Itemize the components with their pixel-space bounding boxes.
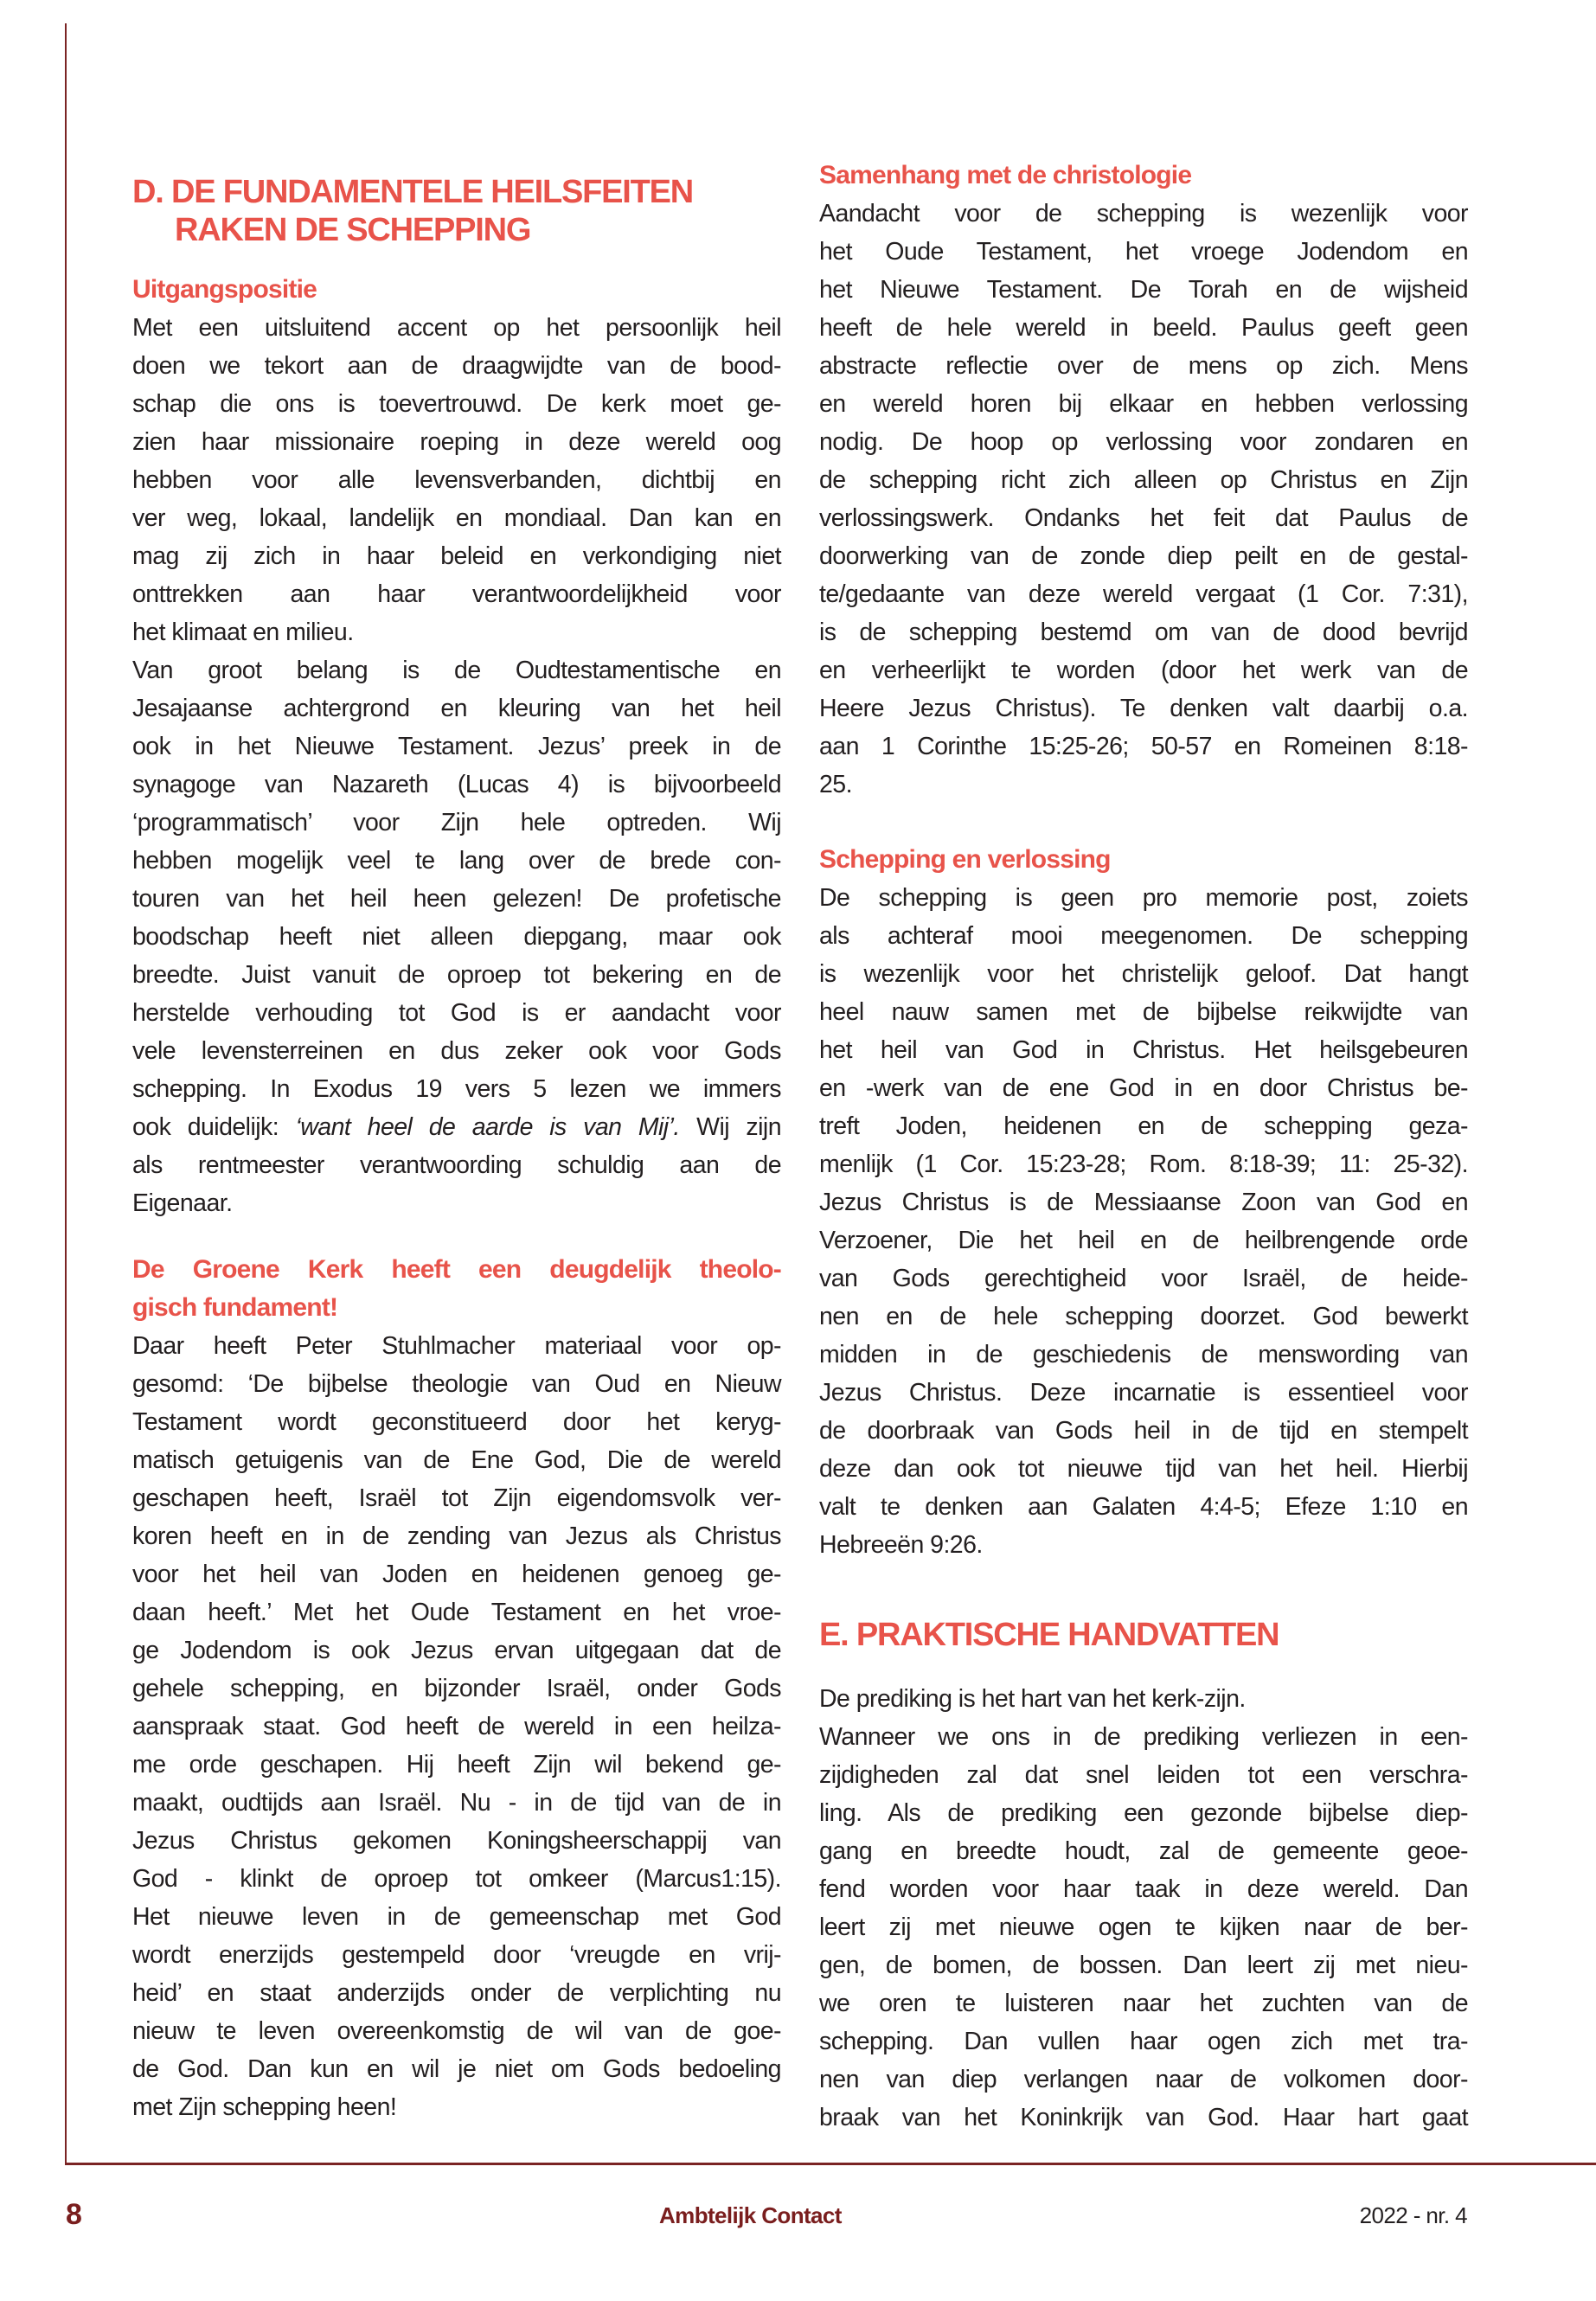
text-line: de schepping richt zich alleen op Christus en Zijn bbox=[819, 466, 1468, 494]
text-line: Daar heeft Peter Stuhlmacher materiaal voor op- bbox=[132, 1332, 781, 1360]
text-line: zijdigheden zal dat snel leiden tot een verschra- bbox=[819, 1761, 1468, 1789]
text-line: Jezus Christus gekomen Koningsheerschappij van bbox=[132, 1827, 781, 1855]
text-line: en verheerlijkt te worden (door het werk van de bbox=[819, 657, 1468, 684]
text-line: touren van het heil heen gelezen! De profetische bbox=[132, 885, 781, 913]
section-heading-d: D. DE FUNDAMENTELE HEILSFEITEN bbox=[132, 174, 694, 210]
text-line: ‘programmatisch’ voor Zijn hele optreden. Wij bbox=[132, 809, 781, 836]
issue-number: 2022 - nr. 4 bbox=[1359, 2202, 1467, 2228]
text-line: schepping. In Exodus 19 vers 5 lezen we immers bbox=[132, 1075, 781, 1103]
text-line: voor het heil van Joden en heidenen genoeg ge- bbox=[132, 1561, 781, 1588]
text-line: Jezus Christus is de Messiaanse Zoon van God en bbox=[819, 1189, 1468, 1216]
text-line: wordt enerzijds gestempeld door ‘vreugde en vrij- bbox=[132, 1941, 781, 1969]
text-line: hebben mogelijk veel te lang over de brede con- bbox=[132, 847, 781, 875]
text-line: het Nieuwe Testament. De Torah en de wijsheid bbox=[819, 276, 1468, 304]
text-line: Verzoener, Die het heil en de heilbrengende orde bbox=[819, 1227, 1468, 1254]
text-line: breedte. Juist vanuit de oproep tot bekering en de bbox=[132, 961, 781, 989]
section-heading-d-line2: RAKEN DE SCHEPPING bbox=[175, 212, 531, 248]
text-line: synagoge van Nazareth (Lucas 4) is bijvoorbeeld bbox=[132, 771, 781, 798]
text-line: deze dan ook tot nieuwe tijd van het heil. Hierbij bbox=[819, 1455, 1468, 1483]
prediking-intro: De prediking is het hart van het kerk-zijn. bbox=[819, 1685, 1246, 1713]
text-line: Heere Jezus Christus). Te denken valt daarbij o.a. bbox=[819, 695, 1468, 722]
text-line: verlossingswerk. Ondanks het feit dat Paulus de bbox=[819, 504, 1468, 532]
text-line: vele levensterreinen en dus zeker ook voor Gods bbox=[132, 1037, 781, 1065]
text-line: 25. bbox=[819, 771, 852, 798]
text-line: hebben voor alle levensverbanden, dichtbij en bbox=[132, 466, 781, 494]
text-line: van Gods gerechtigheid voor Israël, de heide- bbox=[819, 1265, 1468, 1292]
text-line: aanspraak staat. God heeft de wereld in een heilza- bbox=[132, 1713, 781, 1740]
text-line: boodschap heeft niet alleen diepgang, maar ook bbox=[132, 923, 781, 951]
text-line: midden in de geschiedenis de menswording van bbox=[819, 1341, 1468, 1368]
text-line: de God. Dan kun en wil je niet om Gods bedoeling bbox=[132, 2055, 781, 2083]
text-line: me orde geschapen. Hij heeft Zijn wil bekend ge- bbox=[132, 1751, 781, 1779]
section-heading-e: E. PRAKTISCHE HANDVATTEN bbox=[819, 1617, 1279, 1653]
text-line: als rentmeester verantwoording schuldig aan de bbox=[132, 1151, 781, 1179]
text-line: ge Jodendom is ook Jezus ervan uitgegaan dat de bbox=[132, 1637, 781, 1664]
text-line: het klimaat en milieu. bbox=[132, 619, 354, 646]
subheading-schepping-verlossing: Schepping en verlossing bbox=[819, 845, 1111, 874]
subheading-groene-kerk: De Groene Kerk heeft een deugdelijk theolo- bbox=[132, 1255, 781, 1284]
text-line: gen, de bomen, de bossen. Dan leert zij met nieu- bbox=[819, 1952, 1468, 1979]
text-line: ook in het Nieuwe Testament. Jezus’ preek in de bbox=[132, 733, 781, 760]
text-line: gang en breedte houdt, zal de gemeente geoe- bbox=[819, 1837, 1468, 1865]
text-line: mag zij zich in haar beleid en verkondiging niet bbox=[132, 542, 781, 570]
text-line: fend worden voor haar taak in deze wereld. Dan bbox=[819, 1875, 1468, 1903]
text-line: is wezenlijk voor het christelijk geloof. Dat hangt bbox=[819, 960, 1468, 988]
text-line: Jezus Christus. Deze incarnatie is essentieel voor bbox=[819, 1379, 1468, 1407]
text-line: is de schepping bestemd om van de dood bevrijd bbox=[819, 619, 1468, 646]
bottom-rule bbox=[65, 2163, 1596, 2165]
text-line: herstelde verhouding tot God is er aandacht voor bbox=[132, 999, 781, 1027]
text-line: heeft de hele wereld in beeld. Paulus geeft geen bbox=[819, 314, 1468, 342]
text-line: koren heeft en in de zending van Jezus als Christus bbox=[132, 1522, 781, 1550]
publication-title: Ambtelijk Contact bbox=[659, 2202, 842, 2228]
text-line: doen we tekort aan de draagwijdte van de bood- bbox=[132, 352, 781, 380]
text-line: aan 1 Corinthe 15:25-26; 50-57 en Romeinen 8:18- bbox=[819, 733, 1468, 760]
text-line: met Zijn schepping heen! bbox=[132, 2093, 397, 2121]
text-line: nen en de hele schepping doorzet. God bewerkt bbox=[819, 1303, 1468, 1330]
text-line: menlijk (1 Cor. 15:23-28; Rom. 8:18-39; 11: 25-32). bbox=[819, 1150, 1468, 1178]
text-line: heid’ en staat anderzijds onder de verplichting nu bbox=[132, 1979, 781, 2007]
text-line: maakt, oudtijds aan Israël. Nu - in de tijd van de in bbox=[132, 1789, 781, 1817]
exodus-quote: ‘want heel de aarde is van Mij’. bbox=[295, 1113, 680, 1141]
text-line: onttrekken aan haar verantwoordelijkheid voor bbox=[132, 580, 781, 608]
text-line: nodig. De hoop op verlossing voor zondaren en bbox=[819, 428, 1468, 456]
text-line: Eigenaar. bbox=[132, 1189, 233, 1217]
text-line: te/gedaante van deze wereld vergaat (1 Cor. 7:31), bbox=[819, 580, 1468, 608]
text-line: Jesajaanse achtergrond en kleuring van het heil bbox=[132, 695, 781, 722]
text-line: Aandacht voor de schepping is wezenlijk voor bbox=[819, 200, 1468, 228]
text-line: doorwerking van de zonde diep peilt en de gestal- bbox=[819, 542, 1468, 570]
text-line: braak van het Koninkrijk van God. Haar hart gaat bbox=[819, 2104, 1468, 2131]
text-line: Van groot belang is de Oudtestamentische en bbox=[132, 657, 781, 684]
exodus-quote-line: ook duidelijk: ‘want heel de aarde is van Mij’. Wij zijn bbox=[132, 1113, 781, 1141]
text-line: zien haar missionaire roeping in deze wereld oog bbox=[132, 428, 781, 456]
text-line: treft Joden, heidenen en de schepping geza- bbox=[819, 1112, 1468, 1140]
text-line: de doorbraak van Gods heil in de tijd en stempelt bbox=[819, 1417, 1468, 1445]
text-line: De schepping is geen pro memorie post, zoiets bbox=[819, 884, 1468, 912]
text-line: het heil van God in Christus. Het heilsgebeuren bbox=[819, 1036, 1468, 1064]
page-number: 8 bbox=[66, 2198, 82, 2231]
text-line: het Oude Testament, het vroege Jodendom en bbox=[819, 238, 1468, 266]
text-line: ver weg, lokaal, landelijk en mondiaal. Dan kan en bbox=[132, 504, 781, 532]
text-line: nieuw te leven overeenkomstig de wil van de goe- bbox=[132, 2017, 781, 2045]
text-line: valt te denken aan Galaten 4:4-5; Efeze 1:10 en bbox=[819, 1493, 1468, 1521]
text-line: God - klinkt de oproep tot omkeer (Marcus1:15). bbox=[132, 1865, 781, 1893]
text-line: schap die ons is toevertrouwd. De kerk moet ge- bbox=[132, 390, 781, 418]
text-line: Hebreeën 9:26. bbox=[819, 1531, 983, 1559]
text-line: geschapen heeft, Israël tot Zijn eigendomsvolk ver- bbox=[132, 1484, 781, 1512]
text-line: Het nieuwe leven in de gemeenschap met God bbox=[132, 1903, 781, 1931]
text-line: schepping. Dan vullen haar ogen zich met tra- bbox=[819, 2028, 1468, 2055]
left-margin-rule bbox=[65, 23, 67, 2165]
text-line: we oren te luisteren naar het zuchten van de bbox=[819, 1990, 1468, 2017]
text-line: Met een uitsluitend accent op het persoonlijk heil bbox=[132, 314, 781, 342]
text-line: nen van diep verlangen naar de volkomen door- bbox=[819, 2066, 1468, 2093]
text-line: en -werk van de ene God in en door Christus be- bbox=[819, 1074, 1468, 1102]
text-line: Testament wordt geconstitueerd door het keryg- bbox=[132, 1408, 781, 1436]
text-line: abstracte reflectie over de mens op zich. Mens bbox=[819, 352, 1468, 380]
subheading-christologie: Samenhang met de christologie bbox=[819, 161, 1192, 189]
text-line: en wereld horen bij elkaar en hebben verlossing bbox=[819, 390, 1468, 418]
text-line: gesomd: ‘De bijbelse theologie van Oud en Nieuw bbox=[132, 1370, 781, 1398]
text-line: heel nauw samen met de bijbelse reikwijdte van bbox=[819, 998, 1468, 1026]
text-line: daan heeft.’ Met het Oude Testament en het vroe- bbox=[132, 1599, 781, 1626]
text-line: als achteraf mooi meegenomen. De schepping bbox=[819, 922, 1468, 950]
subheading-groene-kerk-line2: gisch fundament! bbox=[132, 1293, 338, 1322]
subheading-uitgangspositie: Uitgangspositie bbox=[132, 275, 317, 304]
text-line: gehele schepping, en bijzonder Israël, onder Gods bbox=[132, 1675, 781, 1702]
text-line: ling. Als de prediking een gezonde bijbelse diep- bbox=[819, 1799, 1468, 1827]
text-line: leert zij met nieuwe ogen te kijken naar de ber- bbox=[819, 1913, 1468, 1941]
text-line: Wanneer we ons in de prediking verliezen in een- bbox=[819, 1723, 1468, 1751]
text-line: matisch getuigenis van de Ene God, Die de wereld bbox=[132, 1446, 781, 1474]
